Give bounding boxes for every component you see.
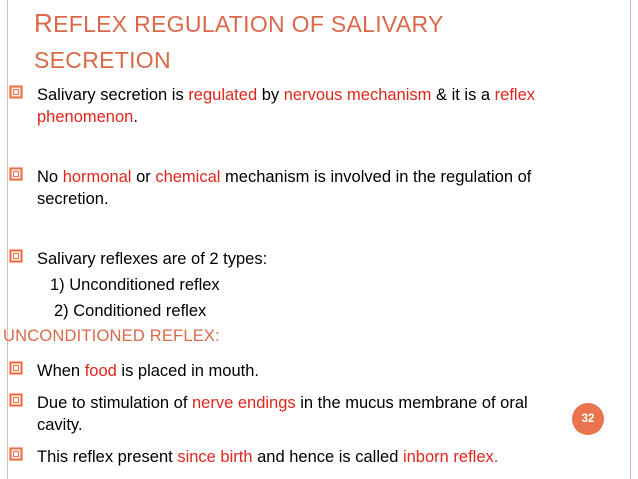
bullet-line: [37, 446, 625, 468]
bullet-text: [37, 248, 625, 270]
highlighted-term: inborn reflex.: [402, 448, 499, 466]
bullet-line: [37, 248, 625, 270]
text-segment: or: [131, 168, 156, 186]
text-segment: Salivary reflexes are of 2 types:: [37, 250, 268, 268]
page-number-badge: 32: [572, 403, 604, 435]
bullet-line: [37, 392, 625, 414]
hollow-square-bullet-icon: [9, 447, 23, 461]
bullet-text: [37, 446, 625, 468]
bullet-line: [37, 188, 625, 210]
bullet-line: [37, 166, 625, 188]
highlighted-term: since birth: [177, 448, 253, 466]
text-segment: mechanism is involved in the regulation of: [220, 168, 532, 186]
bullet-text: [37, 84, 625, 128]
bullet-text: [37, 360, 625, 382]
bullet-line: [37, 414, 625, 436]
bullet-text: [37, 166, 625, 210]
text-segment: & it is a: [431, 86, 495, 104]
bullet-text: [37, 392, 625, 436]
title-line-1-rest: EFLEX REGULATION OF SALIVARY: [53, 11, 444, 37]
hollow-square-bullet-icon: [9, 85, 23, 99]
highlighted-term: chemical: [155, 168, 221, 186]
highlighted-term: nervous mechanism: [283, 86, 432, 104]
highlighted-term: reflex: [494, 86, 536, 104]
hollow-square-bullet-icon: [9, 393, 23, 407]
sub-item: 2) Conditioned reflex: [54, 302, 207, 320]
title-line-2: SECRETION: [34, 47, 171, 73]
highlighted-term: phenomenon: [37, 108, 134, 126]
highlighted-term: food: [84, 362, 117, 380]
title-initial: R: [34, 8, 54, 38]
highlighted-term: nerve endings: [192, 394, 296, 412]
text-segment: secretion.: [37, 190, 109, 208]
hollow-square-bullet-icon: [9, 249, 23, 263]
text-segment: When: [37, 362, 85, 380]
text-segment: cavity.: [37, 416, 83, 434]
hollow-square-bullet-icon: [9, 167, 23, 181]
highlighted-term: hormonal: [62, 168, 132, 186]
text-segment: No: [37, 168, 63, 186]
sub-item: 1) Unconditioned reflex: [50, 276, 220, 294]
text-segment: Salivary secretion is: [37, 86, 189, 104]
text-segment: is placed in mouth.: [116, 362, 259, 380]
text-segment: in the mucus membrane of oral: [295, 394, 528, 412]
hollow-square-bullet-icon: [9, 361, 23, 375]
bullet-line: [37, 106, 625, 128]
text-segment: This reflex present: [37, 448, 178, 466]
text-segment: Due to stimulation of: [37, 394, 192, 412]
text-segment: .: [133, 108, 138, 126]
bullet-line: [37, 84, 625, 106]
bullet-line: [37, 360, 625, 382]
section-heading: UNCONDITIONED REFLEX:: [3, 327, 220, 345]
text-segment: by: [257, 86, 284, 104]
highlighted-term: regulated: [188, 86, 258, 104]
text-segment: and hence is called: [252, 448, 403, 466]
